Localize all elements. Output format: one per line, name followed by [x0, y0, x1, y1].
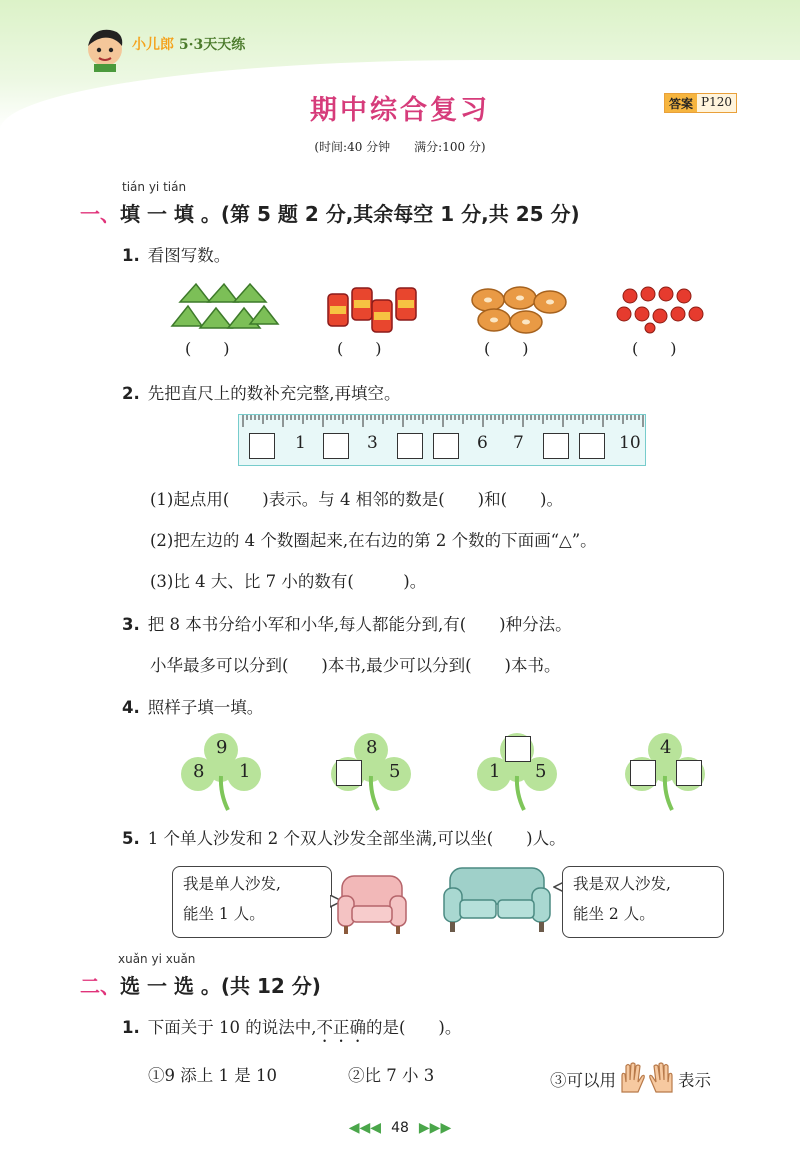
clover-blank-left[interactable]	[630, 760, 656, 786]
answer-page: P120	[697, 94, 736, 112]
time-info: (时间:40 分钟 满分:100 分)	[314, 140, 486, 154]
double-sofa-image	[442, 862, 552, 936]
q1-2-sub1: (1)起点用( )表示。与 4 相邻的数是( )和( )。	[150, 490, 563, 509]
clover-1	[176, 732, 266, 812]
footer-arrows-left: ◀◀◀	[348, 1120, 382, 1136]
bubble-single-line1: 我是单人沙发,	[183, 875, 281, 893]
clover-num-right: 5	[389, 761, 401, 782]
clover-num-left: 8	[193, 761, 205, 782]
page-title: 期中综合复习	[310, 95, 490, 126]
clover-num-top: 4	[660, 737, 672, 758]
speech-bubble-single	[172, 866, 332, 938]
ruler-ticks	[239, 415, 647, 429]
section2-pinyin: xuǎn yi xuǎn	[118, 952, 196, 966]
q1-3-line1: 把 8 本书分给小军和小华,每人都能分到,有( )种分法。	[147, 615, 572, 634]
section1-pinyin: tián yi tián	[122, 180, 187, 194]
page-footer	[0, 1120, 800, 1136]
option-2[interactable]: ②比 7 小 3	[348, 1066, 435, 1085]
option-3[interactable]	[550, 1062, 711, 1096]
option-3-text-b: 表示	[678, 1071, 711, 1090]
mascot-icon	[80, 22, 130, 72]
q1-5-number: 5.	[122, 829, 140, 848]
brand-name: 小儿郎	[132, 37, 174, 53]
clover-num-right: 5	[535, 761, 547, 782]
q2-1-text-c: 的是( )。	[365, 1018, 462, 1037]
q1-1	[122, 242, 230, 266]
zongzi-image	[170, 282, 280, 334]
clover-4	[620, 732, 710, 812]
clover-blank-right[interactable]	[676, 760, 702, 786]
section2-heading	[80, 970, 321, 999]
q1-1-text: 看图写数。	[147, 246, 231, 265]
section2-title: 选 一 选 。(共 12 分)	[120, 974, 321, 998]
two-hands-icon	[618, 1062, 676, 1096]
brand-logo	[132, 34, 245, 54]
juice-cans-image	[322, 284, 422, 334]
speech-bubble-double	[562, 866, 724, 938]
option-3-text-a: ③可以用	[550, 1071, 616, 1090]
clover-num-top: 9	[216, 737, 228, 758]
q2-1	[122, 1014, 461, 1046]
q1-2-sub2: (2)把左边的 4 个数圈起来,在右边的第 2 个数的下面画“△”。	[150, 531, 597, 550]
q1-3-number: 3.	[122, 615, 140, 634]
clover-2	[326, 732, 416, 812]
section1-title: 填 一 填 。(第 5 题 2 分,其余每空 1 分,共 25 分)	[120, 202, 580, 226]
q1-1-number: 1.	[122, 246, 140, 265]
clover-blank-left[interactable]	[336, 760, 362, 786]
bubble-single-line2: 能坐 1 人。	[183, 905, 265, 923]
answer-blank-4[interactable]: ( )	[632, 339, 677, 358]
bubble-double-line1: 我是双人沙发,	[573, 875, 671, 893]
answer-blank-1[interactable]: ( )	[185, 339, 230, 358]
footer-arrows-right: ▶▶▶	[418, 1120, 452, 1136]
q1-5	[122, 825, 566, 849]
ruler-box-5[interactable]	[433, 433, 459, 459]
ruler	[238, 414, 646, 466]
q1-4-text: 照样子填一填。	[147, 698, 264, 717]
single-sofa-image	[336, 868, 408, 936]
section1-heading	[80, 198, 580, 227]
brand-series: 5·3天天练	[178, 37, 246, 53]
page-number: 48	[391, 1120, 409, 1136]
q1-2	[122, 380, 401, 404]
ruler-num-3: 3	[367, 433, 378, 453]
answer-label: 答案	[665, 94, 697, 112]
q1-3-line2: 小华最多可以分到( )本书,最少可以分到( )本书。	[150, 656, 561, 675]
q1-4-number: 4.	[122, 698, 140, 717]
q2-1-emphasis: 不正确	[316, 1018, 366, 1037]
ruler-num-6: 6	[477, 433, 488, 453]
ruler-num-10: 10	[619, 433, 641, 453]
tomatoes-image	[616, 284, 706, 334]
option-1[interactable]: ①9 添上 1 是 10	[148, 1066, 277, 1085]
answer-blank-3[interactable]: ( )	[484, 339, 529, 358]
q1-2-number: 2.	[122, 384, 140, 403]
clover-blank-top[interactable]	[505, 736, 531, 762]
ruler-box-0[interactable]	[249, 433, 275, 459]
bubble-double-line2: 能坐 2 人。	[573, 905, 655, 923]
answer-ref	[664, 93, 737, 113]
clover-3	[472, 732, 562, 812]
q2-1-text-a: 下面关于 10 的说法中,	[147, 1018, 317, 1037]
clover-num-right: 1	[239, 761, 251, 782]
q1-4	[122, 694, 263, 718]
ruler-box-2[interactable]	[323, 433, 349, 459]
q1-3	[122, 611, 572, 635]
q2-1-number: 1.	[122, 1018, 140, 1037]
q1-5-text: 1 个单人沙发和 2 个双人沙发全部坐满,可以坐( )人。	[147, 829, 566, 848]
section2-number: 二、	[80, 974, 120, 998]
ruler-box-4[interactable]	[397, 433, 423, 459]
clover-num-top: 8	[366, 737, 378, 758]
q1-2-text: 先把直尺上的数补充完整,再填空。	[147, 384, 401, 403]
ruler-box-9[interactable]	[579, 433, 605, 459]
bagels-image	[470, 284, 570, 334]
section1-number: 一、	[80, 202, 120, 226]
ruler-num-7: 7	[513, 433, 524, 453]
q1-2-sub3: (3)比 4 大、比 7 小的数有( )。	[150, 572, 427, 591]
answer-blank-2[interactable]: ( )	[337, 339, 382, 358]
ruler-box-8[interactable]	[543, 433, 569, 459]
clover-num-left: 1	[489, 761, 501, 782]
ruler-num-1: 1	[295, 433, 306, 453]
